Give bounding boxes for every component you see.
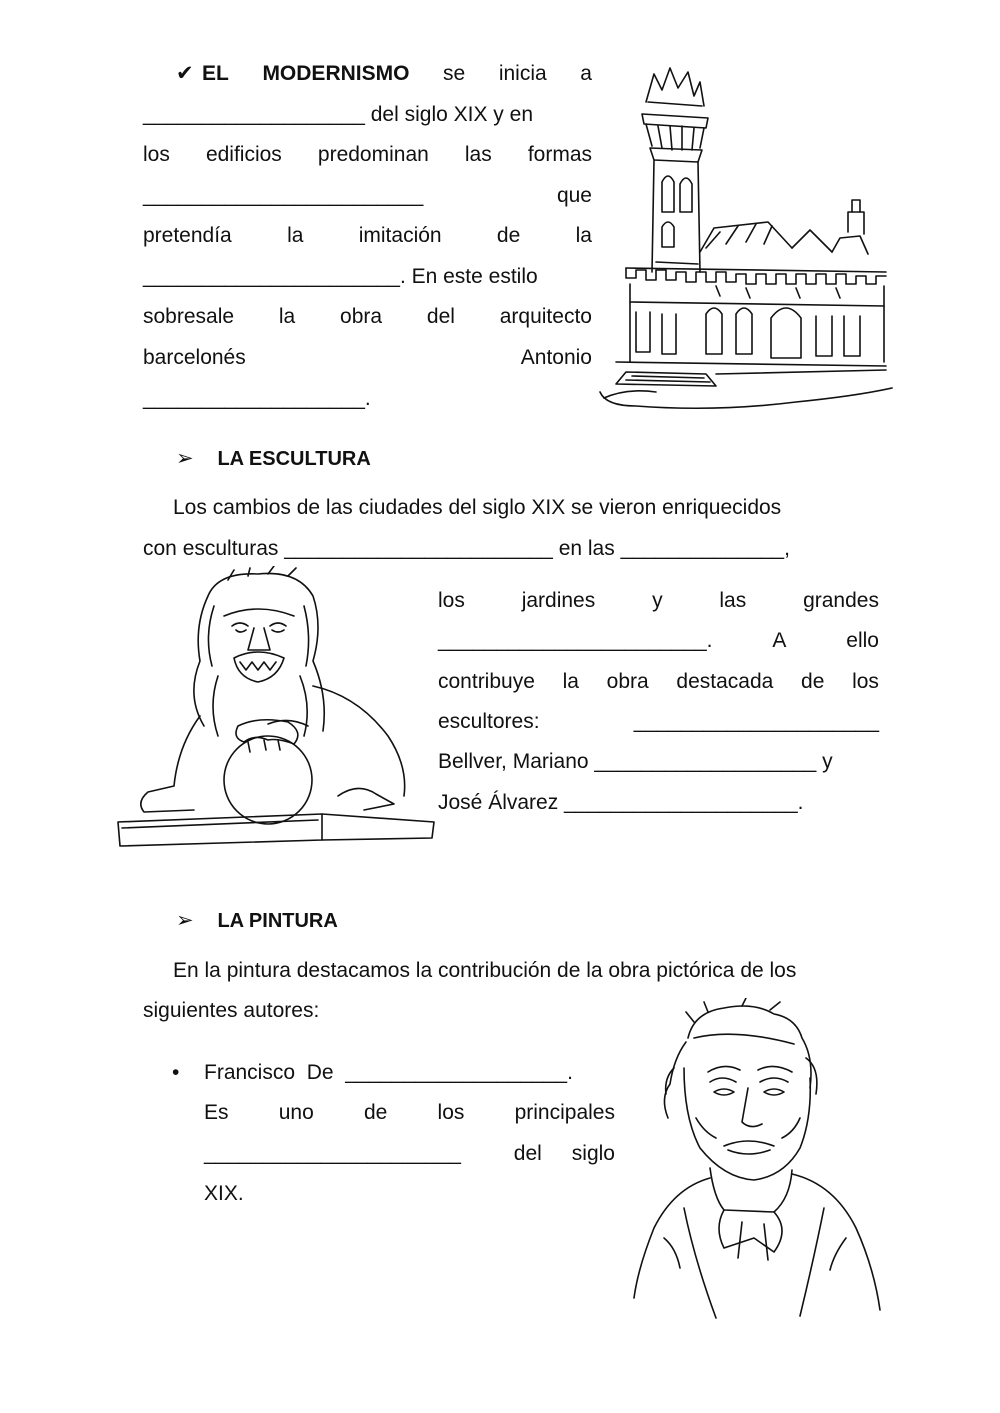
check-icon: ✔: [176, 62, 194, 85]
word: Antonio: [520, 346, 592, 369]
word: la: [278, 305, 296, 328]
word: jardines: [521, 589, 596, 612]
word: contribuye: [438, 670, 535, 693]
bullet-icon: •: [172, 1061, 180, 1084]
word: predominan: [317, 143, 429, 166]
pintura-heading: LA PINTURA: [217, 910, 338, 932]
el-word: EL: [202, 62, 229, 85]
fill-blank-text[interactable]: Bellver, Mariano ___________________ y: [438, 750, 833, 773]
fill-blank-text[interactable]: José Álvarez ____________________.: [438, 791, 804, 814]
lion-sculpture-drawing: [108, 566, 438, 848]
pintura-line-2: [204, 1098, 615, 1128]
word: y: [652, 589, 663, 612]
pintura-intro-1: [173, 956, 796, 986]
modernismo-line-8: [143, 343, 592, 373]
word: edificios: [205, 143, 282, 166]
word: inicia: [498, 62, 547, 85]
word: las: [719, 589, 747, 612]
blank[interactable]: ______________________: [204, 1142, 461, 1165]
word: del: [426, 305, 455, 328]
word: los: [143, 143, 170, 166]
word: destacada: [676, 670, 774, 693]
modernismo-line-6: [143, 262, 538, 292]
word: XIX.: [204, 1182, 244, 1205]
arrow-icon: ➢: [176, 447, 194, 470]
paragraph-text: Los cambios de las ciudades del siglo XIX se vieron enriquecidos: [173, 496, 782, 519]
modernismo-line-3: [143, 140, 592, 170]
word: los: [852, 670, 879, 693]
escultura-heading: LA ESCULTURA: [217, 448, 371, 470]
word: la: [287, 224, 304, 247]
escultura-line-3: [438, 667, 879, 697]
word: obra: [340, 305, 383, 328]
pintura-intro-2: [143, 996, 319, 1026]
modernismo-line-9: [143, 384, 371, 414]
escultura-line-5: [438, 747, 833, 777]
blank[interactable]: ________________________: [143, 184, 424, 207]
pintura-line-4: [204, 1179, 244, 1209]
fill-blank-text[interactable]: con esculturas _______________________ en las ______________,: [143, 537, 790, 560]
word: A: [772, 629, 787, 652]
word: escultores:: [438, 710, 540, 733]
pintura-line-1: [204, 1058, 573, 1088]
word: arquitecto: [499, 305, 592, 328]
word: se: [443, 62, 466, 85]
escultura-line-1: [438, 586, 879, 616]
word: formas: [527, 143, 592, 166]
modernismo-line-5: [143, 221, 592, 251]
fill-blank-text[interactable]: ___________________.: [143, 387, 371, 410]
blank[interactable]: _______________________.: [438, 629, 713, 652]
paragraph-text: siguientes autores:: [143, 999, 320, 1022]
escultura-intro-1: [173, 493, 781, 523]
pintura-line-3: [204, 1139, 615, 1169]
word: uno: [278, 1101, 314, 1124]
fill-blank-text[interactable]: ______________________. En este estilo: [143, 265, 538, 288]
word: las: [464, 143, 492, 166]
word: la: [575, 224, 592, 247]
word: de: [496, 224, 521, 247]
word: a: [580, 62, 592, 85]
escultura-line-4: [438, 707, 879, 737]
word: sobresale: [143, 305, 235, 328]
word: los: [437, 1101, 465, 1124]
word: ello: [846, 629, 879, 652]
word: obra: [606, 670, 649, 693]
pintura-heading-row: [176, 906, 338, 936]
paragraph-text: En la pintura destacamos la contribución de la obra pictórica de los: [173, 959, 797, 982]
word: principales: [514, 1101, 615, 1124]
word: Es: [204, 1101, 229, 1124]
arrow-icon: ➢: [176, 909, 194, 932]
escultura-line-6: [438, 788, 803, 818]
escultura-heading-row: [176, 444, 371, 474]
building-drawing: [596, 62, 896, 414]
word: la: [562, 670, 579, 693]
blank[interactable]: _____________________: [633, 710, 879, 733]
word: grandes: [803, 589, 879, 612]
modernismo-line-2: [143, 100, 533, 130]
modernismo-line-1: [176, 59, 592, 89]
word: los: [438, 589, 465, 612]
word: del: [513, 1142, 542, 1165]
word: siglo: [571, 1142, 615, 1165]
escultura-intro-2: [143, 534, 790, 564]
fill-blank-text[interactable]: Francisco De ___________________.: [204, 1061, 573, 1084]
word: de: [363, 1101, 388, 1124]
escultura-line-2: [438, 626, 879, 656]
modernismo-title: MODERNISMO: [262, 62, 410, 85]
fill-blank-text[interactable]: ___________________ del siglo XIX y en: [143, 103, 533, 126]
word: que: [556, 184, 592, 207]
goya-portrait-drawing: [624, 998, 886, 1324]
modernismo-line-4: [143, 181, 592, 211]
word: imitación: [358, 224, 442, 247]
word: barcelonés: [143, 346, 246, 369]
word: de: [801, 670, 825, 693]
modernismo-line-7: [143, 302, 592, 332]
word: pretendía: [143, 224, 232, 247]
